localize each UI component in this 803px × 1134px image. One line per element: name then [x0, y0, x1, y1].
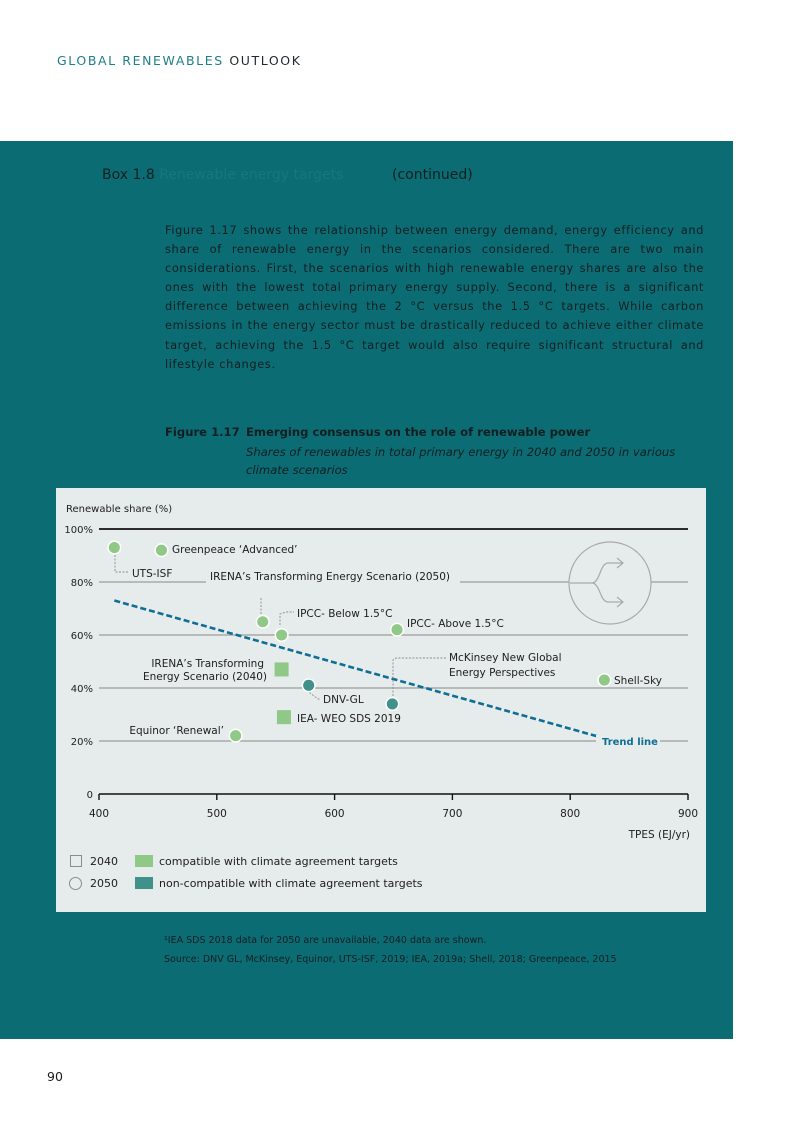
box-topic: Renewable energy targets [159, 167, 344, 183]
y-tick-label-80: 80% [70, 578, 93, 589]
box-label: Box 1.8 [102, 167, 155, 183]
data-point-circle-10 [229, 729, 242, 742]
x-tick-label-800: 800 [560, 808, 581, 820]
legend-compatible: compatible with climate agreement targets [159, 855, 398, 868]
figure-subtitle: Shares of renewables in total primary energy in 2040 and 2050 in various climate scenarios [246, 445, 676, 477]
legend-2040-square-icon [70, 855, 82, 867]
legend-2050: 2050 [90, 877, 118, 890]
label-uts-isf: UTS-ISF [132, 568, 173, 580]
x-axis-ticks [89, 794, 698, 820]
data-point-circle-4 [391, 623, 404, 636]
data-point-circle-8 [386, 698, 399, 711]
label-iea-weo: IEA- WEO SDS 2019 [297, 713, 401, 725]
label-irena-2040-1: IRENA’s Transforming [151, 658, 264, 670]
data-point-circle-0 [108, 541, 121, 554]
label-shell-sky: Shell-Sky [614, 675, 662, 687]
box-continued: (continued) [392, 167, 473, 183]
data-point-circle-9 [598, 674, 611, 687]
data-point-circle-3 [275, 629, 288, 642]
legend-non-compatible-swatch [135, 877, 153, 889]
data-point-square-7 [277, 710, 291, 724]
cycle-icon [569, 542, 651, 624]
scatter-chart [56, 488, 706, 912]
trend-line-label: Trend line [602, 737, 658, 748]
label-mckinsey-1: McKinsey New Global [449, 652, 562, 664]
x-tick-label-500: 500 [206, 808, 227, 820]
box-title [102, 167, 473, 183]
label-irena-2040-2: Energy Scenario (2040) [143, 671, 267, 683]
legend-2040: 2040 [90, 855, 118, 868]
x-tick-label-600: 600 [324, 808, 345, 820]
figure-number: Figure 1.17 [165, 425, 240, 439]
running-header [57, 53, 302, 68]
label-greenpeace: Greenpeace ‘Advanced’ [172, 544, 298, 556]
source-line: Source: DNV GL, McKinsey, Equinor, UTS-ISF, 2019; IEA, 2019a; Shell, 2018; Greenpeace, 2015 [164, 954, 617, 965]
x-tick-label-700: 700 [442, 808, 463, 820]
label-mckinsey-2: Energy Perspectives [449, 667, 556, 679]
y-tick-label-100: 100% [64, 525, 93, 536]
x-axis-title: TPES (EJ/yr) [628, 829, 690, 841]
header-highlight: GLOBAL RENEWABLES [57, 53, 224, 68]
label-equinor: Equinor ‘Renewal’ [129, 725, 224, 737]
y-tick-label-0: 0 [86, 790, 93, 801]
label-dnv-gl: DNV-GL [323, 694, 364, 706]
figure-title: Emerging consensus on the role of renewable power [246, 425, 591, 439]
label-ipcc-below: IPCC- Below 1.5°C [297, 608, 393, 620]
y-tick-label-20: 20% [70, 737, 93, 748]
legend-compatible-swatch [135, 855, 153, 867]
label-ipcc-above: IPCC- Above 1.5°C [407, 618, 504, 630]
page-number: 90 [47, 1069, 63, 1084]
y-tick-label-40: 40% [70, 684, 93, 695]
data-point-circle-2 [256, 615, 269, 628]
irena-2050-label: IRENA’s Transforming Energy Scenario (2050) [210, 571, 451, 583]
y-tick-label-60: 60% [70, 631, 93, 642]
y-axis-ticks [64, 525, 93, 801]
legend-non-compatible: non-compatible with climate agreement targets [159, 877, 423, 890]
footnote: ¹IEA SDS 2018 data for 2050 are unavailable, 2040 data are shown. [164, 935, 487, 946]
data-point-square-5 [275, 662, 289, 676]
data-point-circle-6 [302, 679, 315, 692]
header-rest: OUTLOOK [229, 53, 302, 68]
x-tick-label-900: 900 [677, 808, 699, 820]
x-tick-label-400: 400 [88, 808, 110, 820]
data-point-circle-1 [155, 544, 168, 557]
y-axis-title: Renewable share (%) [66, 504, 173, 515]
body-paragraph: Figure 1.17 shows the relationship between energy demand, energy efficiency and share of renewable energy in the scenarios considered. There are two main considerations. First, the scenarios with high renewable energy shares are also the ones with the lowest total primary energy supply. Second, there is a significant difference between achieving the 2 °C versus the 1.5 °C targets. While carbon emissions in the energy sector must be drastically reduced to achieve either climate target, achieving the 1.5 °C target would also require significant structural and lifestyle changes. [165, 223, 704, 371]
legend-2050-circle-icon [69, 877, 82, 890]
